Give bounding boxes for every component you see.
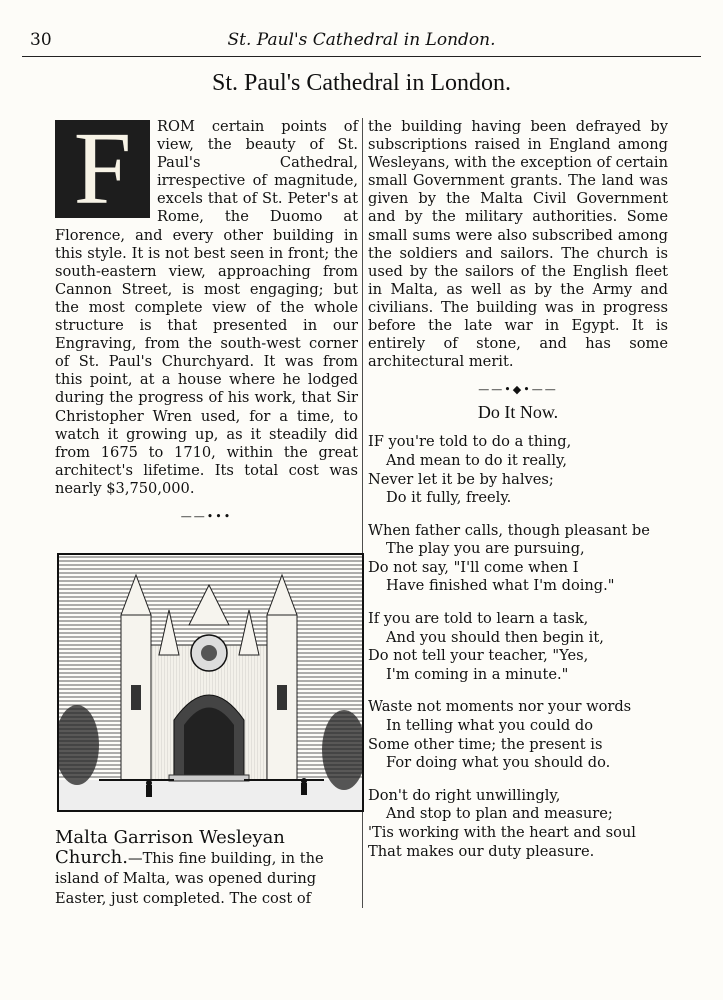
poem-line: Do it fully, freely. <box>386 489 512 507</box>
poem-stanza-2 <box>368 522 668 596</box>
church-illustration-icon <box>59 555 362 810</box>
poem-stanza-1 <box>368 433 668 507</box>
malta-continued-paragraph: the building having been defrayed by subscriptions raised in England among Wesleyans, with the exception of certain small Government grants. The land was given by the Malta Civil Government and by the military authorities. Some small sums were also subscribed among the soldiers and sailors. The church is used by the sailors of the English fleet in Malta, as well as by the Army and civilians. The building was in progress before the late war in Egypt. It is entirely of stone, and has some architectural merit. <box>368 118 668 371</box>
page-number: 30 <box>30 30 52 50</box>
poem-line: 'Tis working with the heart and soul <box>368 824 636 841</box>
right-column <box>368 118 668 875</box>
engraving-caption <box>55 828 358 908</box>
article-body: ROM certain points of view, the beauty of St. Paul's Cathedral, irrespective of magnitude, excels that of St. Peter's at Rome, the Duomo at Florence, and every other building in this style. It is not best seen in front; the south-eastern view, approaching from Cannon Street, is most engaging; but the most complete view of the whole structure is that presented in our Engraving, from the south-west corner of St. Paul's Churchyard. It was from this point, at a house where he lodged during the progress of his work, that Sir Christopher Wren used, for a time, to watch it growing up, as it steadily did from 1675 to 1710, within the great architect's lifetime. Its total cost was nearly $3,750,000. <box>55 118 358 497</box>
poem-line: Don't do right unwillingly, <box>368 786 561 804</box>
poem-line: If you are told to learn a task, <box>368 610 589 628</box>
poem-line: Have finished what I'm doing." <box>386 577 615 595</box>
article-paragraph <box>55 111 358 498</box>
caption-title: Malta Garrison Wesleyan Church. <box>55 827 285 868</box>
header-rule <box>22 56 701 57</box>
section-separator-2: ——•◆•—— <box>478 383 558 397</box>
page-header <box>22 30 701 54</box>
poem-line: Some other time; the present is <box>368 735 603 753</box>
caption-body: —This fine building, in the island of Malta, was opened during Easter, just completed. The cost of <box>55 850 324 908</box>
poem-stanza-4 <box>368 698 668 772</box>
poem-line: For doing what you should do. <box>386 754 611 772</box>
poem-line: And mean to do it really, <box>386 451 567 469</box>
poem-line: Never let it be by halves; <box>368 470 554 488</box>
poem-stanza-3 <box>368 610 668 684</box>
drop-cap-letter: F <box>73 111 132 226</box>
poem-line: When father calls, though pleasant be <box>368 521 650 539</box>
drop-cap-ornament <box>55 111 150 226</box>
poem-line: Waste not moments nor your words <box>368 698 632 716</box>
article-title: St. Paul's Cathedral in London. <box>212 70 511 96</box>
left-column <box>55 111 358 529</box>
poem-line: Do not say, "I'll come when I <box>368 558 579 576</box>
poem-line: And you should then begin it, <box>386 628 604 646</box>
poem-line: Do not tell your teacher, "Yes, <box>368 647 589 665</box>
poem-line: That makes our duty pleasure. <box>368 842 595 860</box>
section-separator: ——••• <box>180 509 233 523</box>
poem-line: In telling what you could do <box>386 717 593 735</box>
church-engraving <box>57 553 364 812</box>
poem-line: IF you're told to do a thing, <box>368 433 572 451</box>
poem-title: Do It Now. <box>477 402 559 423</box>
poem-line: And stop to plan and measure; <box>386 805 613 823</box>
poem-line: The play you are pursuing, <box>386 540 585 558</box>
running-head: St. Paul's Cathedral in London. <box>227 30 496 50</box>
poem-stanza-5 <box>368 787 668 861</box>
poem-line: I'm coming in a minute." <box>386 665 569 683</box>
